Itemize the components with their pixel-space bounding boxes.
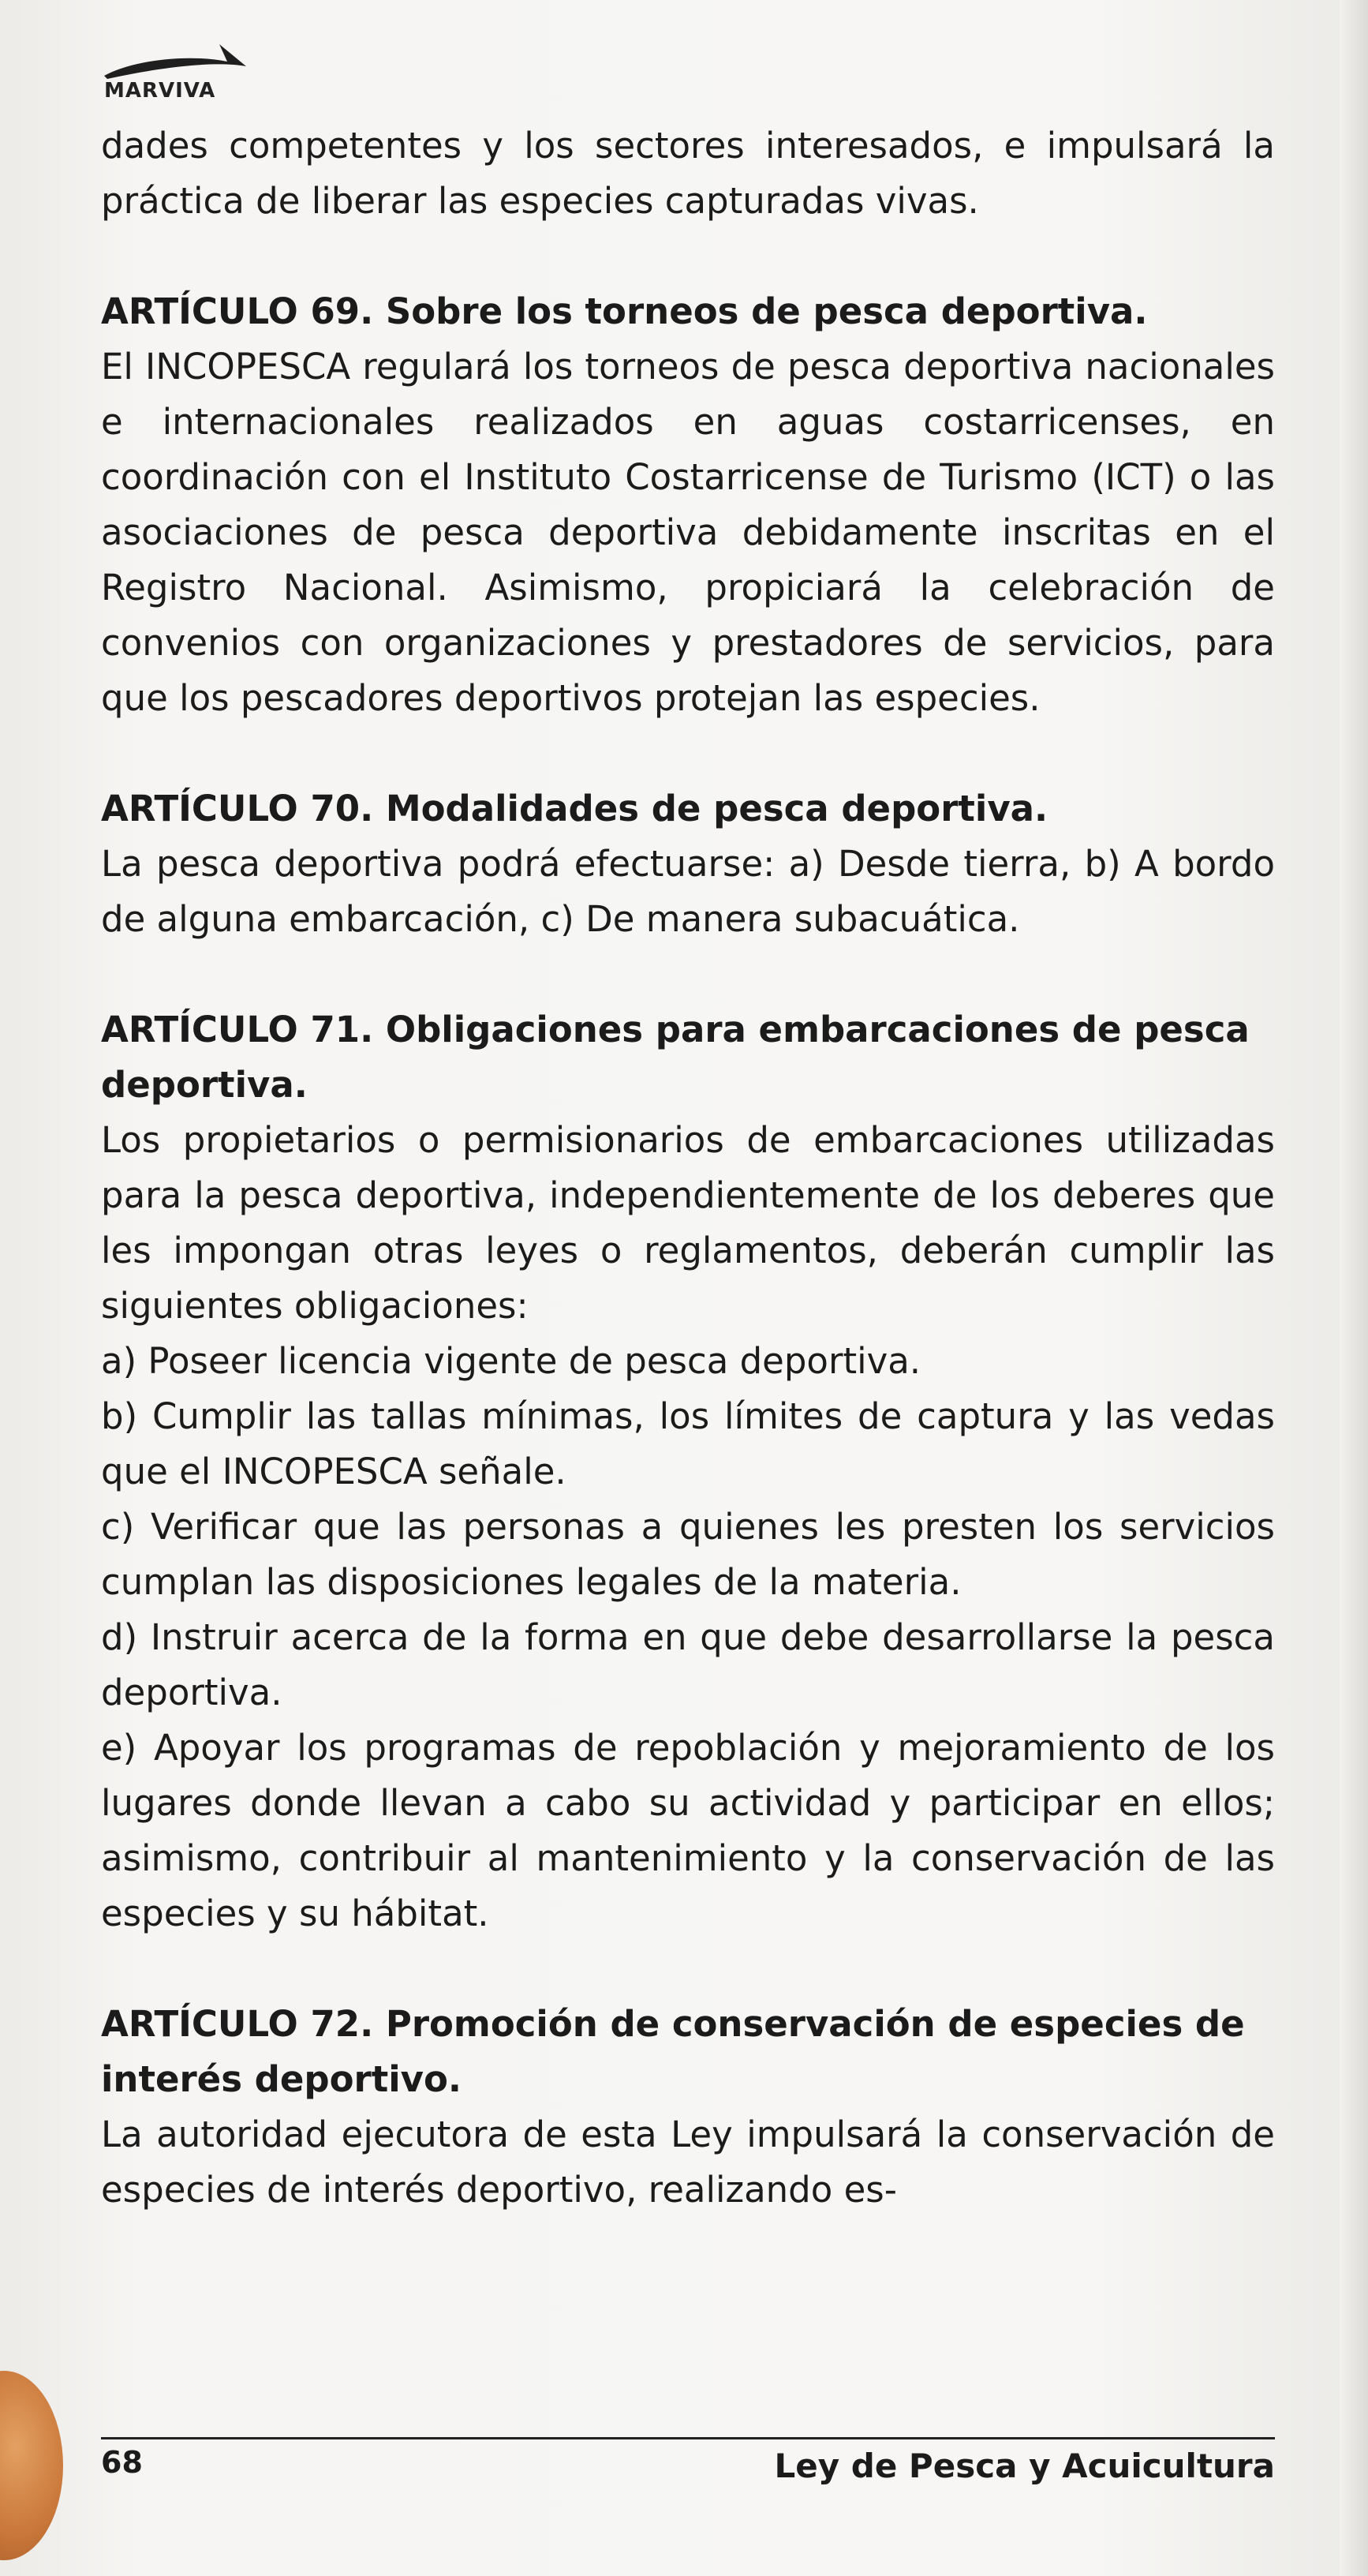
article-heading: ARTÍCULO 72. Promoción de conservación de especies de interés deportivo. — [101, 2003, 1245, 2100]
logo-text: MARVIVA — [104, 79, 216, 103]
intro-paragraph: dades competentes y los sectores interesados, e impulsará la práctica de liberar las especies capturadas vivas. — [101, 125, 1275, 222]
obligation-item-c: c) Verificar que las personas a quienes les presten los servicios cumplan las disposiciones legales de la materia. — [101, 1506, 1275, 1603]
article-heading: ARTÍCULO 70. Modalidades de pesca deportiva. — [101, 788, 1048, 829]
article-paragraph: Los propietarios o permisionarios de embarcaciones utilizadas para la pesca deportiva, independientemente de los deberes que les impongan otras leyes o reglamentos, deberán cumplir las siguientes obligaciones: — [101, 1119, 1275, 1327]
obligation-item-d: d) Instruir acerca de la forma en que debe desarrollarse la pesca deportiva. — [101, 1616, 1275, 1713]
article-paragraph: El INCOPESCA regulará los torneos de pesca deportiva nacionales e internacionales realizados en aguas costarricenses, en coordinación con el Instituto Costarricense de Turismo (ICT) o las asociaciones de pesca deportiva debidamente inscritas en el Registro Nacional. Asimismo, propiciará la celebración de convenios con organizaciones y prestadores de servicios, para que los pescadores deportivos protejan las especies. — [101, 346, 1275, 719]
article-paragraph: La autoridad ejecutora de esta Ley impulsará la conservación de especies de interés deportivo, realizando es- — [101, 2114, 1275, 2211]
obligation-item-a: a) Poseer licencia vigente de pesca deportiva. — [101, 1340, 921, 1382]
wave-logo-icon — [101, 30, 275, 85]
obligation-item-e: e) Apoyar los programas de repoblación y mejoramiento de los lugares donde llevan a cabo su actividad y participar en ellos; asimismo, contribuir al mantenimiento y la conservación de las especies y su hábitat. — [101, 1727, 1275, 1934]
document-body — [101, 118, 1275, 2218]
page-number: 68 — [101, 2445, 143, 2480]
article-69 — [101, 284, 1275, 726]
footer-divider — [101, 2437, 1275, 2439]
article-70 — [101, 781, 1275, 947]
article-heading: ARTÍCULO 71. Obligaciones para embarcaciones de pesca deportiva. — [101, 1009, 1250, 1106]
article-71 — [101, 1002, 1275, 1941]
article-72 — [101, 1997, 1275, 2218]
obligation-item-b: b) Cumplir las tallas mínimas, los límites de captura y las vedas que el INCOPESCA señale. — [101, 1395, 1275, 1492]
article-paragraph: La pesca deportiva podrá efectuarse: a) Desde tierra, b) A bordo de alguna embarcación, c) De manera subacuática. — [101, 843, 1275, 940]
page-edge — [1340, 0, 1368, 2576]
book-title: Ley de Pesca y Acuicultura — [774, 2447, 1275, 2485]
article-heading: ARTÍCULO 69. Sobre los torneos de pesca deportiva. — [101, 290, 1148, 332]
marviva-logo — [101, 30, 275, 109]
